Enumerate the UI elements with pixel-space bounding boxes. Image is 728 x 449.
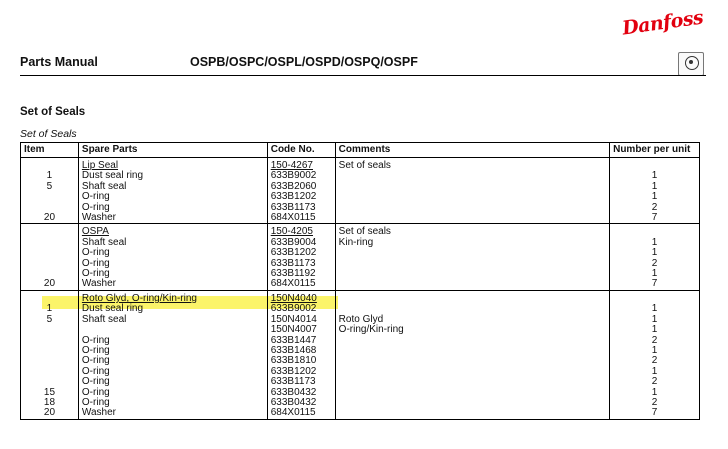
section-subtitle: Set of Seals — [20, 128, 77, 140]
code-cell: 633B0432 — [267, 398, 335, 408]
item-cell — [21, 248, 79, 258]
qty-cell: 1 — [610, 182, 700, 192]
comment-cell — [335, 388, 609, 398]
spare-part-cell: O-ring — [78, 203, 267, 213]
comment-cell — [335, 192, 609, 202]
item-cell: 20 — [21, 408, 79, 419]
comment-cell — [335, 290, 609, 304]
spare-part-cell: Shaft seal — [78, 238, 267, 248]
item-cell: 1 — [21, 304, 79, 314]
spare-part-cell: O-ring — [78, 248, 267, 258]
qty-cell: 1 — [610, 325, 700, 335]
qty-cell: 1 — [610, 269, 700, 279]
qty-cell — [610, 224, 700, 238]
spare-part-cell: O-ring — [78, 259, 267, 269]
spare-part-cell — [78, 325, 267, 335]
spare-part-cell: O-ring — [78, 356, 267, 366]
comment-cell — [335, 171, 609, 181]
item-cell — [21, 192, 79, 202]
qty-cell: 2 — [610, 203, 700, 213]
model-title: OSPB/OSPC/OSPL/OSPD/OSPQ/OSPF — [190, 55, 418, 69]
item-cell — [21, 377, 79, 387]
item-cell: 5 — [21, 182, 79, 192]
col-header-code-no: Code No. — [267, 143, 335, 158]
item-cell — [21, 290, 79, 304]
qty-cell: 1 — [610, 367, 700, 377]
table-row — [21, 259, 700, 269]
col-header-item: Item — [21, 143, 79, 158]
parts-table — [20, 142, 700, 420]
spare-part-cell: Roto Glyd, O-ring/Kin-ring — [78, 290, 267, 304]
code-cell: 633B1810 — [267, 356, 335, 366]
qty-cell: 2 — [610, 398, 700, 408]
code-cell: 633B1192 — [267, 269, 335, 279]
spare-part-cell: Washer — [78, 408, 267, 419]
qty-cell: 1 — [610, 304, 700, 314]
table-row — [21, 377, 700, 387]
spare-part-cell: O-ring — [78, 346, 267, 356]
item-cell: 18 — [21, 398, 79, 408]
item-cell — [21, 238, 79, 248]
qty-cell: 1 — [610, 388, 700, 398]
qty-cell — [610, 290, 700, 304]
danfoss-logo — [622, 8, 704, 44]
comment-cell — [335, 346, 609, 356]
spare-part-cell: O-ring — [78, 388, 267, 398]
table-row — [21, 192, 700, 202]
code-cell: 633B1202 — [267, 192, 335, 202]
spare-part-cell: O-ring — [78, 377, 267, 387]
code-cell: 633B9002 — [267, 304, 335, 314]
qty-cell: 2 — [610, 377, 700, 387]
section-title: Set of Seals — [20, 106, 86, 118]
table-row — [21, 356, 700, 366]
table-row — [21, 203, 700, 213]
spare-part-cell: Shaft seal — [78, 315, 267, 325]
qty-cell: 2 — [610, 336, 700, 346]
table-row — [21, 224, 700, 238]
comment-cell — [335, 269, 609, 279]
table-row — [21, 269, 700, 279]
code-cell: 633B1447 — [267, 336, 335, 346]
table-row — [21, 336, 700, 346]
code-cell: 633B1202 — [267, 248, 335, 258]
table-row — [21, 238, 700, 248]
code-cell: 633B1173 — [267, 377, 335, 387]
table-row — [21, 279, 700, 290]
item-cell — [21, 325, 79, 335]
table-row — [21, 158, 700, 172]
comment-cell — [335, 213, 609, 224]
comment-cell: Set of seals — [335, 224, 609, 238]
item-cell — [21, 367, 79, 377]
code-cell: 633B1202 — [267, 367, 335, 377]
spare-part-cell: Dust seal ring — [78, 171, 267, 181]
comment-cell: Set of seals — [335, 158, 609, 172]
table-row — [21, 388, 700, 398]
comment-cell — [335, 398, 609, 408]
item-cell — [21, 158, 79, 172]
item-cell — [21, 346, 79, 356]
code-cell: 150-4205 — [267, 224, 335, 238]
table-row — [21, 325, 700, 335]
code-cell: 150N4040 — [267, 290, 335, 304]
code-cell: 150N4007 — [267, 325, 335, 335]
comment-cell — [335, 356, 609, 366]
comment-cell — [335, 367, 609, 377]
header-divider — [20, 75, 706, 76]
code-cell: 633B9004 — [267, 238, 335, 248]
page-title: Parts Manual — [20, 55, 98, 69]
table-row — [21, 408, 700, 419]
qty-cell: 2 — [610, 259, 700, 269]
comment-cell — [335, 377, 609, 387]
qty-cell — [610, 158, 700, 172]
comment-cell — [335, 408, 609, 419]
spare-part-cell: O-ring — [78, 398, 267, 408]
code-cell: 633B0432 — [267, 388, 335, 398]
item-cell: 1 — [21, 171, 79, 181]
item-cell — [21, 259, 79, 269]
qty-cell: 1 — [610, 192, 700, 202]
code-cell: 633B1468 — [267, 346, 335, 356]
table-row — [21, 248, 700, 258]
qty-cell: 1 — [610, 346, 700, 356]
comment-cell — [335, 259, 609, 269]
code-cell: 633B2060 — [267, 182, 335, 192]
qty-cell: 1 — [610, 171, 700, 181]
comment-cell: Roto Glyd — [335, 315, 609, 325]
table-row — [21, 213, 700, 224]
code-cell: 150N4014 — [267, 315, 335, 325]
table-header-row — [21, 143, 700, 158]
table-body — [21, 158, 700, 420]
spare-part-cell: O-ring — [78, 269, 267, 279]
spare-part-cell: O-ring — [78, 336, 267, 346]
qty-cell: 7 — [610, 279, 700, 290]
qty-cell: 2 — [610, 356, 700, 366]
qty-cell: 7 — [610, 408, 700, 419]
spare-part-cell: O-ring — [78, 367, 267, 377]
spare-part-cell: Shaft seal — [78, 182, 267, 192]
code-cell: 150-4267 — [267, 158, 335, 172]
danfoss-emblem-icon — [678, 52, 704, 76]
qty-cell: 1 — [610, 248, 700, 258]
item-cell: 5 — [21, 315, 79, 325]
brand-wordmark: Danfoss — [620, 6, 705, 40]
comment-cell — [335, 336, 609, 346]
spare-part-cell: O-ring — [78, 192, 267, 202]
qty-cell: 1 — [610, 238, 700, 248]
code-cell: 633B9002 — [267, 171, 335, 181]
comment-cell — [335, 182, 609, 192]
code-cell: 633B1173 — [267, 203, 335, 213]
item-cell — [21, 356, 79, 366]
item-cell — [21, 224, 79, 238]
spare-part-cell: OSPA — [78, 224, 267, 238]
spare-part-cell: Dust seal ring — [78, 304, 267, 314]
table-row — [21, 367, 700, 377]
comment-cell: Kin-ring — [335, 238, 609, 248]
spare-part-cell: Washer — [78, 279, 267, 290]
comment-cell — [335, 203, 609, 213]
spare-part-cell: Washer — [78, 213, 267, 224]
code-cell: 684X0115 — [267, 213, 335, 224]
col-header-spare-parts: Spare Parts — [78, 143, 267, 158]
qty-cell: 1 — [610, 315, 700, 325]
comment-cell — [335, 279, 609, 290]
table-row — [21, 398, 700, 408]
spare-part-cell: Lip Seal — [78, 158, 267, 172]
item-cell: 15 — [21, 388, 79, 398]
item-cell — [21, 336, 79, 346]
code-cell: 633B1173 — [267, 259, 335, 269]
item-cell: 20 — [21, 279, 79, 290]
code-cell: 684X0115 — [267, 279, 335, 290]
col-header-number-per-unit: Number per unit — [610, 143, 700, 158]
qty-cell: 7 — [610, 213, 700, 224]
table-row — [21, 346, 700, 356]
comment-cell: O-ring/Kin-ring — [335, 325, 609, 335]
item-cell: 20 — [21, 213, 79, 224]
comment-cell — [335, 248, 609, 258]
table-row — [21, 290, 700, 304]
table-row — [21, 182, 700, 192]
col-header-comments: Comments — [335, 143, 609, 158]
code-cell: 684X0115 — [267, 408, 335, 419]
